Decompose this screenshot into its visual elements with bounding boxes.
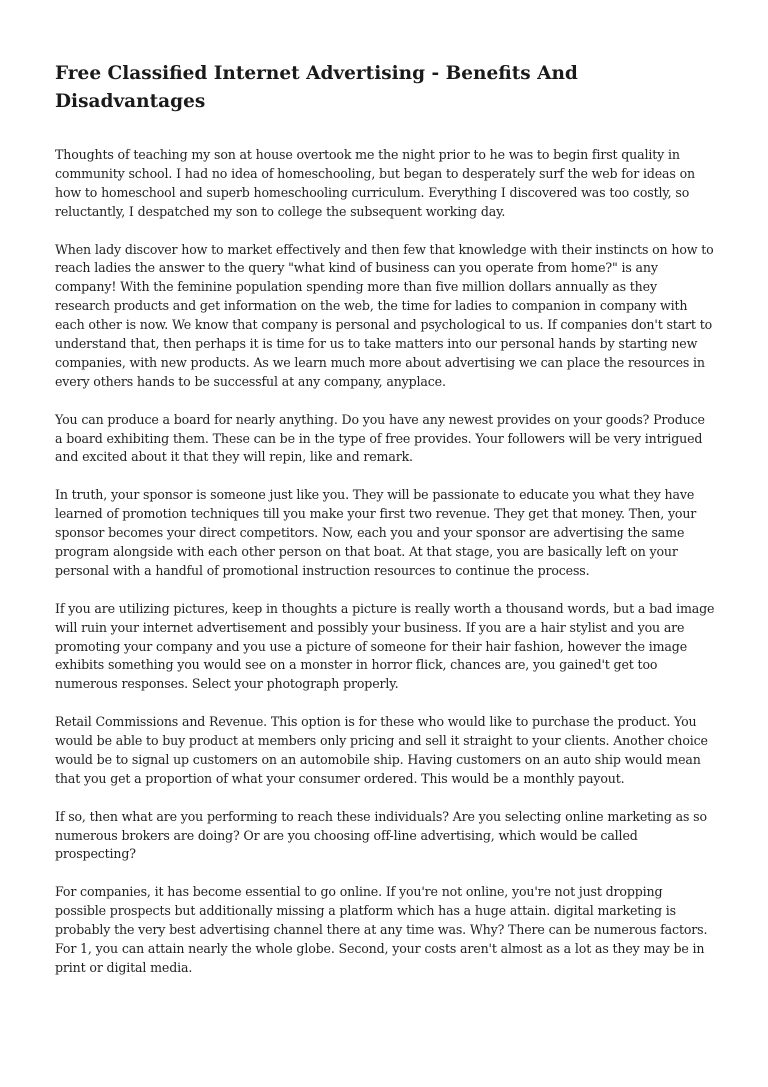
paragraph-4: In truth, your sponsor is someone just like you. They will be passionate to educate you what they have learned of promotion techniques till you make your first two revenue. They get that money. Then, your sponsor becomes your direct competitors. Now, each you and your sponsor are advertising the same program alongside with each other person on that boat. At that stage, you are basically left on your personal with a handful of promotional instruction resources to continue the process. — [55, 487, 697, 578]
paragraph-2: When lady discover how to market effectively and then few that knowledge with their instincts on how to reach ladies the answer to the query "what kind of business can you operate from home?" is any company! With the feminine population spending more than five million dollars annually as they research products and get information on the web, the time for ladies to companion in company with each other is now. We know that company is personal and psychological to us. If companies don't start to understand that, then perhaps it is time for us to take matters into our personal hands by starting new companies, with new products. As we learn much more about advertising we can place the resources in every others hands to be successful at any company, anyplace. — [55, 241, 714, 389]
paragraph-1: Thoughts of teaching my son at house overtook me the night prior to he was to begin first quality in community school. I had no idea of homeschooling, but began to desperately surf the web for ideas on how to homeschool and superb homeschooling curriculum. Everything I discovered was too costly, so reluctantly, I despatched my son to college the subsequent working day. — [55, 147, 695, 219]
paragraph-3: You can produce a board for nearly anything. Do you have any newest provides on your goods? Produce a board exhibiting them. These can be in the type of free provides. Your followers will be very intrigued and excited about it that they will repin, like and remark. — [55, 411, 705, 465]
paragraph-8: For companies, it has become essential to go online. If you're not online, you're not just dropping possible prospects but additionally missing a platform which has a huge attain. digital marketing is probably the very best advertising channel there at any time was. Why? There can be numerous factors. For 1, you can attain nearly the whole globe. Second, your costs aren't almost as a lot as they may be in print or digital media. — [55, 884, 708, 975]
paragraph-6: Retail Commissions and Revenue. This option is for these who would like to purchase the product. You would be able to buy product at members only pricing and sell it straight to your clients. Another choice would be to signal up customers on an automobile ship. Having customers on an auto ship would mean that you get a proportion of what your consumer ordered. This would be a monthly payout. — [55, 714, 708, 786]
page-title: Free Classified Internet Advertising - Benefits And Disadvantages — [55, 63, 578, 112]
paragraph-7: If so, then what are you performing to reach these individuals? Are you selecting online marketing as so numerous brokers are doing? Or are you choosing off-line advertising, which would be called prospecting? — [55, 808, 707, 862]
document-page — [55, 60, 715, 997]
paragraph-5: If you are utilizing pictures, keep in thoughts a picture is really worth a thousand words, but a bad image will ruin your internet advertisement and possibly your business. If you are a hair stylist and you are promoting your company and you use a picture of someone for their hair fashion, however the image exhibits something you would see on a monster in horror flick, chances are, you gained't get too numerous responses. Select your photograph properly. — [55, 600, 715, 692]
